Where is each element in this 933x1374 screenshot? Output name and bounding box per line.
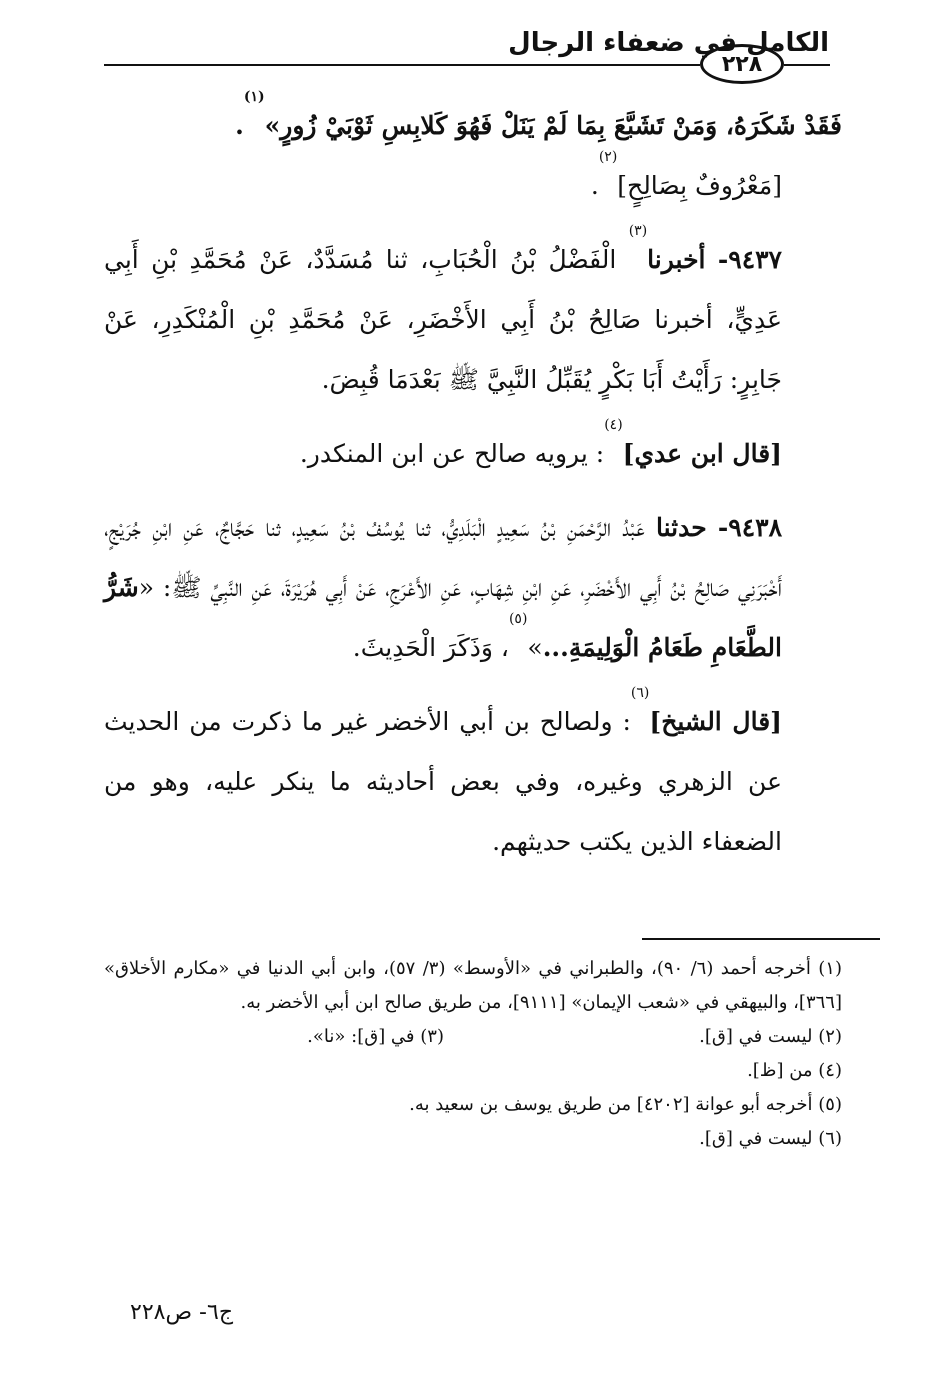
book-title: الكامل في ضعفاء الرجال [508,28,829,58]
ibn-adi-text: : يرويه صالح عن ابن المنكدر. [299,439,605,468]
header-rule-right [784,64,830,66]
hadith-9438-lead: حدثنا [655,513,707,542]
shaykh-label: [قال الشيخ] [649,707,782,736]
ibn-adi-label: [قال ابن عدي] [622,439,782,468]
hadith-9437-number: ٩٤٣٧- [717,245,782,274]
text-line-2-content: [مَعْرُوفٌ بِصَالِحٍ] [617,171,782,200]
hadith-9438 [104,498,842,678]
footnote-1: (١) أخرجه أحمد (٦/ ٩٠)، والطبراني في «الأوسط» (٣/ ٥٧)، وابن أبي الدنيا في «مكارم الأخلاق» [٣٦٦]، والبيهقي في «شعب الإيمان» [٩١١١]، من طريق صالح ابن أبي الأخضر به. [104,958,842,1013]
page-number-text: ٢٢٨ [721,51,763,77]
footnote-ref-3: (٣) [628,223,648,239]
footnote-6: (٦) ليست في [ق]. [699,1128,842,1149]
volume-page-reference: ج٦- ص٢٢٨ [130,1300,234,1325]
hadith-9438-text-a: عَبْدُ الرَّحْمَنِ بْنُ سَعِيدٍ الْبَلَدِيُّ، ثنا يُوسُفُ بْنُ سَعِيدٍ، ثنا حَجَّاجٌ، عَنِ ابْنِ جُرَيْجٍ، أَخْبَرَنِي صَالِحُ بْنُ أَبِي الأَخْضَرِ، عَنِ ابْنِ شِهَابٍ، عَنِ الأَعْرَجِ، عَنْ أَبِي هُرَيْرَةَ، عَنِ النَّبِيِّ ﷺ: « [104,513,782,602]
footnote-row-2-3 [104,1020,842,1054]
hadith-9437-text: الْفَضْلُ بْنُ الْحُبَابِ، ثنا مُسَدَّدٌ، عَنْ مُحَمَّدِ بْنِ أَبِي عَدِيٍّ، أخبرنا صَالِحُ بْنُ أَبِي الأَخْضَرِ، عَنْ مُحَمَّدِ بْنِ الْمُنْكَدِرِ، عَنْ جَابِرٍ: رَأَيْتُ أَبَا بَكْرٍ يُقَبِّلُ النَّبِيَّ ﷺ بَعْدَمَا قُبِضَ. [104,245,782,394]
footnote-2: (٢) ليست في [ق]. [699,1026,842,1047]
text-line-2: [مَعْرُوفٌ بِصَالِحٍ]$^{(٢)}$. [590,149,782,200]
footnote-4: (٤) من [ظ]. [747,1060,842,1081]
header-rule [104,64,700,66]
hadith-9437 [104,223,842,410]
footnote-ref-1: (١) [243,89,265,105]
page-number [700,44,784,84]
hadith-9437-lead: أخبرنا [647,245,706,274]
footnotes [104,952,842,1156]
shaykh-comment [104,685,842,872]
footnote-ref-5: (٥) [508,611,528,627]
hadith-9438-text-c: ، وَذَكَرَ الْحَدِيثَ. [352,633,509,662]
shaykh-text: : ولصالح بن أبي الأخضر غير ما ذكرت من الحديث عن الزهري وغيره، وفي بعض أحاديثه ما ينكر عليه، وهو من الضعفاء الذين يكتب حديثهم. [104,707,782,856]
footnote-ref-2: (٢) [598,149,618,165]
footnote-ref-4: (٤) [604,417,623,433]
ibn-adi-comment [104,417,842,484]
text-line-1: فَقَدْ شَكَرَهُ، وَمَنْ تَشَبَّعَ بِمَا لَمْ يَنَلْ فَهُوَ كَلابِسِ ثَوْبَيْ زُورٍ»$^{(١)}$. [235,89,842,140]
hadith-9438-text-b: » [527,633,543,662]
hadith-9438-number: ٩٤٣٨- [717,513,782,542]
footnote-rule [642,938,880,940]
hadith-9438-quote: شَرُّ الطَّعَامِ طَعَامُ الْوَلِيمَةِ... [104,573,782,662]
footnote-3: (٣) في [ق]: «نا». [307,1026,444,1047]
text-line-1-content: فَقَدْ شَكَرَهُ، وَمَنْ تَشَبَّعَ بِمَا لَمْ يَنَلْ فَهُوَ كَلابِسِ ثَوْبَيْ زُورٍ» [264,111,842,140]
footnote-5: (٥) أخرجه أبو عوانة [٤٢٠٢] من طريق يوسف بن سعيد به. [409,1094,842,1115]
main-text [104,89,842,872]
footnote-ref-6: (٦) [630,685,650,701]
